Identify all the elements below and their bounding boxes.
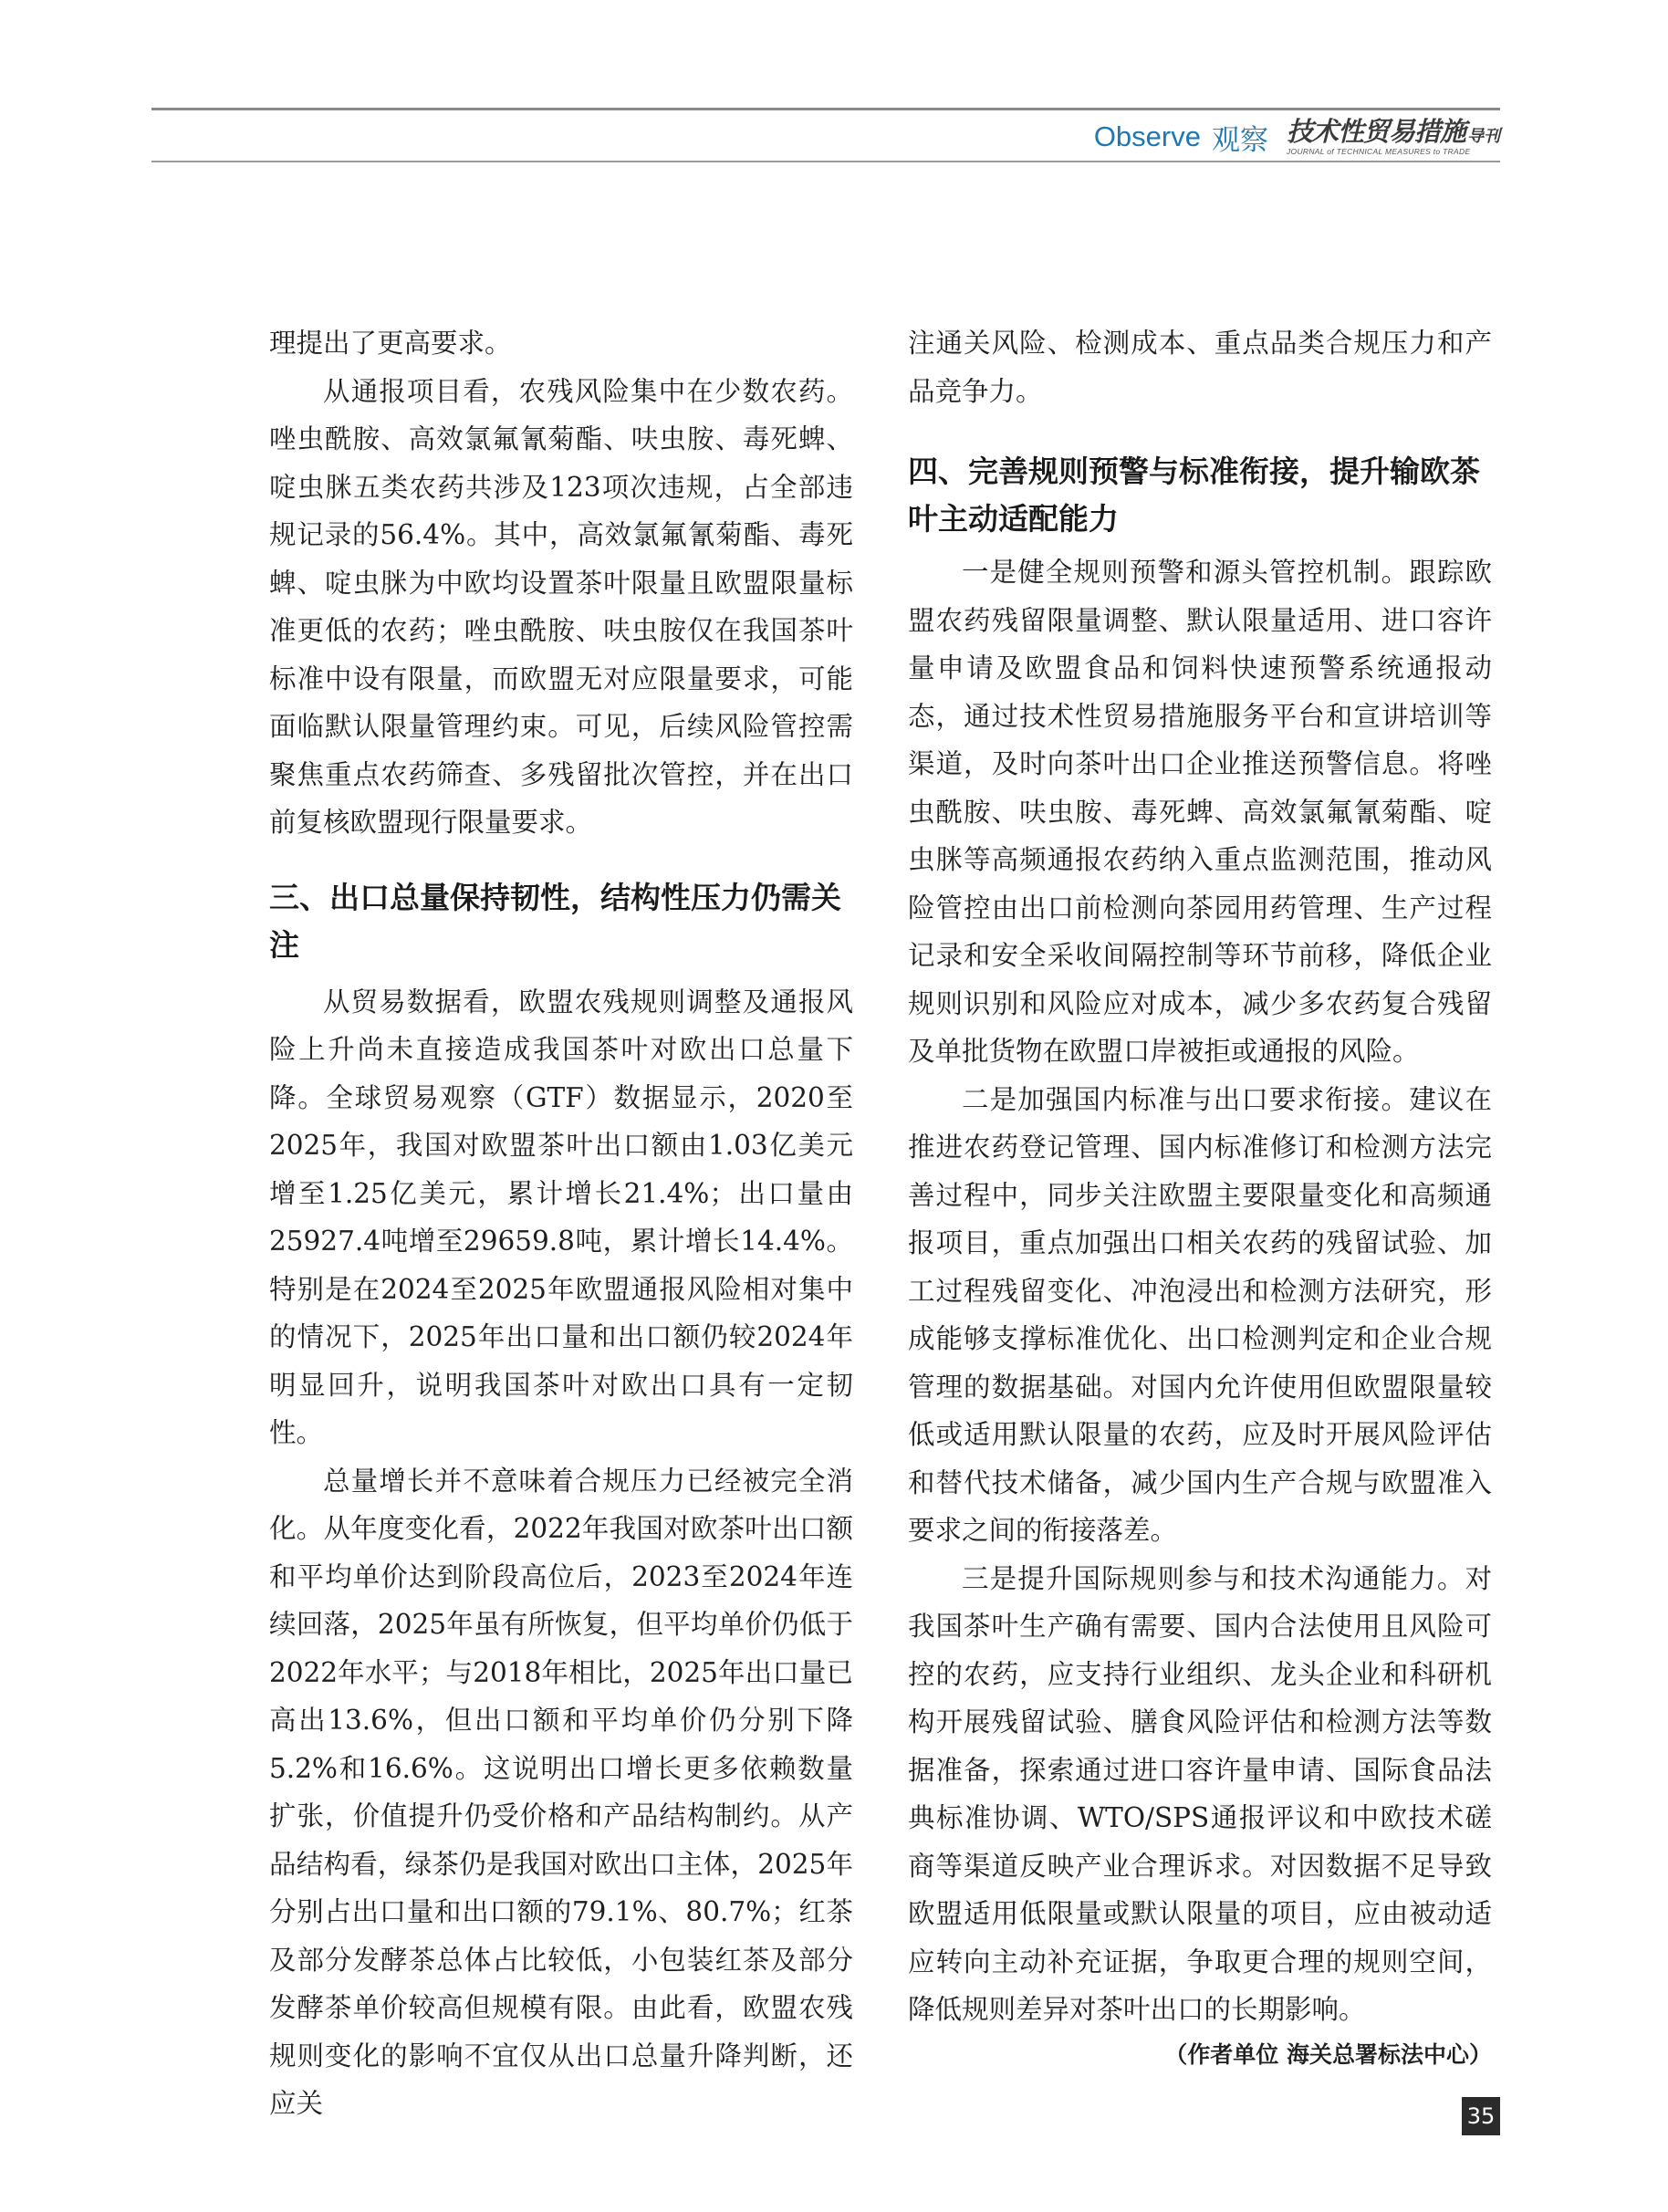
paragraph: 从贸易数据看，欧盟农残规则调整及通报风险上升尚未直接造成我国茶叶对欧出口总量下降。全球贸易观察（GTF）数据显示，2020至2025年，我国对欧盟茶叶出口额由1.03亿美元增至1.25亿美元，累计增长21.4%；出口量由25927.4吨增至29659.8吨，累计增长14.4%。特别是在2024至2025年欧盟通报风险相对集中的情况下，2025年出口量和出口额仍较2024年明显回升，说明我国茶叶对欧出口具有一定韧性。 (269, 986, 853, 1448)
author-affiliation: （作者单位 海关总署标法中心） (1164, 2040, 1492, 2068)
journal-logo (1286, 115, 1500, 156)
section-label-cn: 观察 (1211, 123, 1268, 157)
header-top-rule (151, 108, 1500, 110)
paragraph: 总量增长并不意味着合规压力已经被完全消化。从年度变化看，2022年我国对欧茶叶出口额和平均单价达到阶段高位后，2023至2024年连续回落，2025年虽有所恢复，但平均单价仍低于2022年水平；与2018年相比，2025年出口量已高出13.6%，但出口额和平均单价仍分别下降5.2%和16.6%。这说明出口增长更多依赖数量扩张，价值提升仍受价格和产品结构制约。从产品结构看，绿茶仍是我国对欧出口主体，2025年分别占出口量和出口额的79.1%、80.7%；红茶及部分发酵茶总体占比较低，小包装红茶及部分发酵茶单价较高但规模有限。由此看，欧盟农残规则变化的影响不宜仅从出口总量升降判断，还应关 (269, 1465, 853, 2119)
running-header (1094, 113, 1500, 161)
paragraph: 注通关风险、检测成本、重点品类合规压力和产品竞争力。 (908, 328, 1492, 407)
header-bottom-rule (151, 161, 1500, 162)
paragraph: 从通报项目看，农残风险集中在少数农药。唑虫酰胺、高效氯氟氰菊酯、呋虫胺、毒死蜱、啶虫脒五类农药共涉及123项次违规，占全部违规记录的56.4%。其中，高效氯氟氰菊酯、毒死蜱、啶虫脒为中欧均设置茶叶限量且欧盟限量标准更低的农药；唑虫酰胺、呋虫胺仅在我国茶叶标准中设有限量，而欧盟无对应限量要求，可能面临默认限量管理约束。可见，后续风险管控需聚焦重点农药筛查、多残留批次管控，并在出口前复核欧盟现行限量要求。 (269, 375, 853, 838)
section-heading-4: 四、完善规则预警与标准衔接，提升输欧茶叶主动适配能力 (908, 454, 1480, 537)
paragraph: 二是加强国内标准与出口要求衔接。建议在推进农药登记管理、国内标准修订和检测方法完善过程中，同步关注欧盟主要限量变化和高频通报项目，重点加强出口相关农药的残留试验、加工过程残留变化、冲泡浸出和检测方法研究，形成能够支撑标准优化、出口检测判定和企业合规管理的数据基础。对国内允许使用但欧盟限量较低或适用默认限量的农药，应及时开展风险评估和替代技术储备，减少国内生产合规与欧盟准入要求之间的衔接落差。 (908, 1083, 1492, 1546)
left-column (269, 319, 853, 2128)
paragraph: 一是健全规则预警和源头管控机制。跟踪欧盟农药残留限量调整、默认限量适用、进口容许量申请及欧盟食品和饲料快速预警系统通报动态，通过技术性贸易措施服务平台和宣讲培训等渠道，及时向茶叶出口企业推送预警信息。将唑虫酰胺、呋虫胺、毒死蜱、高效氯氟氰菊酯、啶虫脒等高频通报农药纳入重点监测范围，推动风险管控由出口前检测向茶园用药管理、生产过程记录和安全采收间隔控制等环节前移，降低企业规则识别和风险应对成本，减少多农药复合残留及单批货物在欧盟口岸被拒或通报的风险。 (908, 557, 1492, 1067)
paragraph: 三是提升国际规则参与和技术沟通能力。对我国茶叶生产确有需要、国内合法使用且风险可控的农药，应支持行业组织、龙头企业和科研机构开展残留试验、膳食风险评估和检测方法等数据准备，探索通过进口容许量申请、国际食品法典标准协调、WTO/SPS通报评议和中欧技术磋商等渠道反映产业合理诉求。对因数据不足导致欧盟适用低限量或默认限量的项目，应由被动适应转向主动补充证据，争取更合理的规则空间，降低规则差异对茶叶出口的长期影响。 (908, 1562, 1492, 2025)
journal-subtitle: JOURNAL of TECHNICAL MEASURES to TRADE (1286, 146, 1471, 156)
journal-name: 技术性贸易措施 (1286, 115, 1465, 147)
right-column (908, 319, 1492, 2074)
paragraph: 理提出了更高要求。 (269, 328, 512, 359)
page-number: 35 (1462, 2097, 1500, 2135)
section-label-en: Observe (1093, 120, 1201, 152)
journal-suffix: 导刊 (1467, 126, 1500, 146)
section-heading-3: 三、出口总量保持韧性，结构性压力仍需关注 (269, 879, 841, 963)
